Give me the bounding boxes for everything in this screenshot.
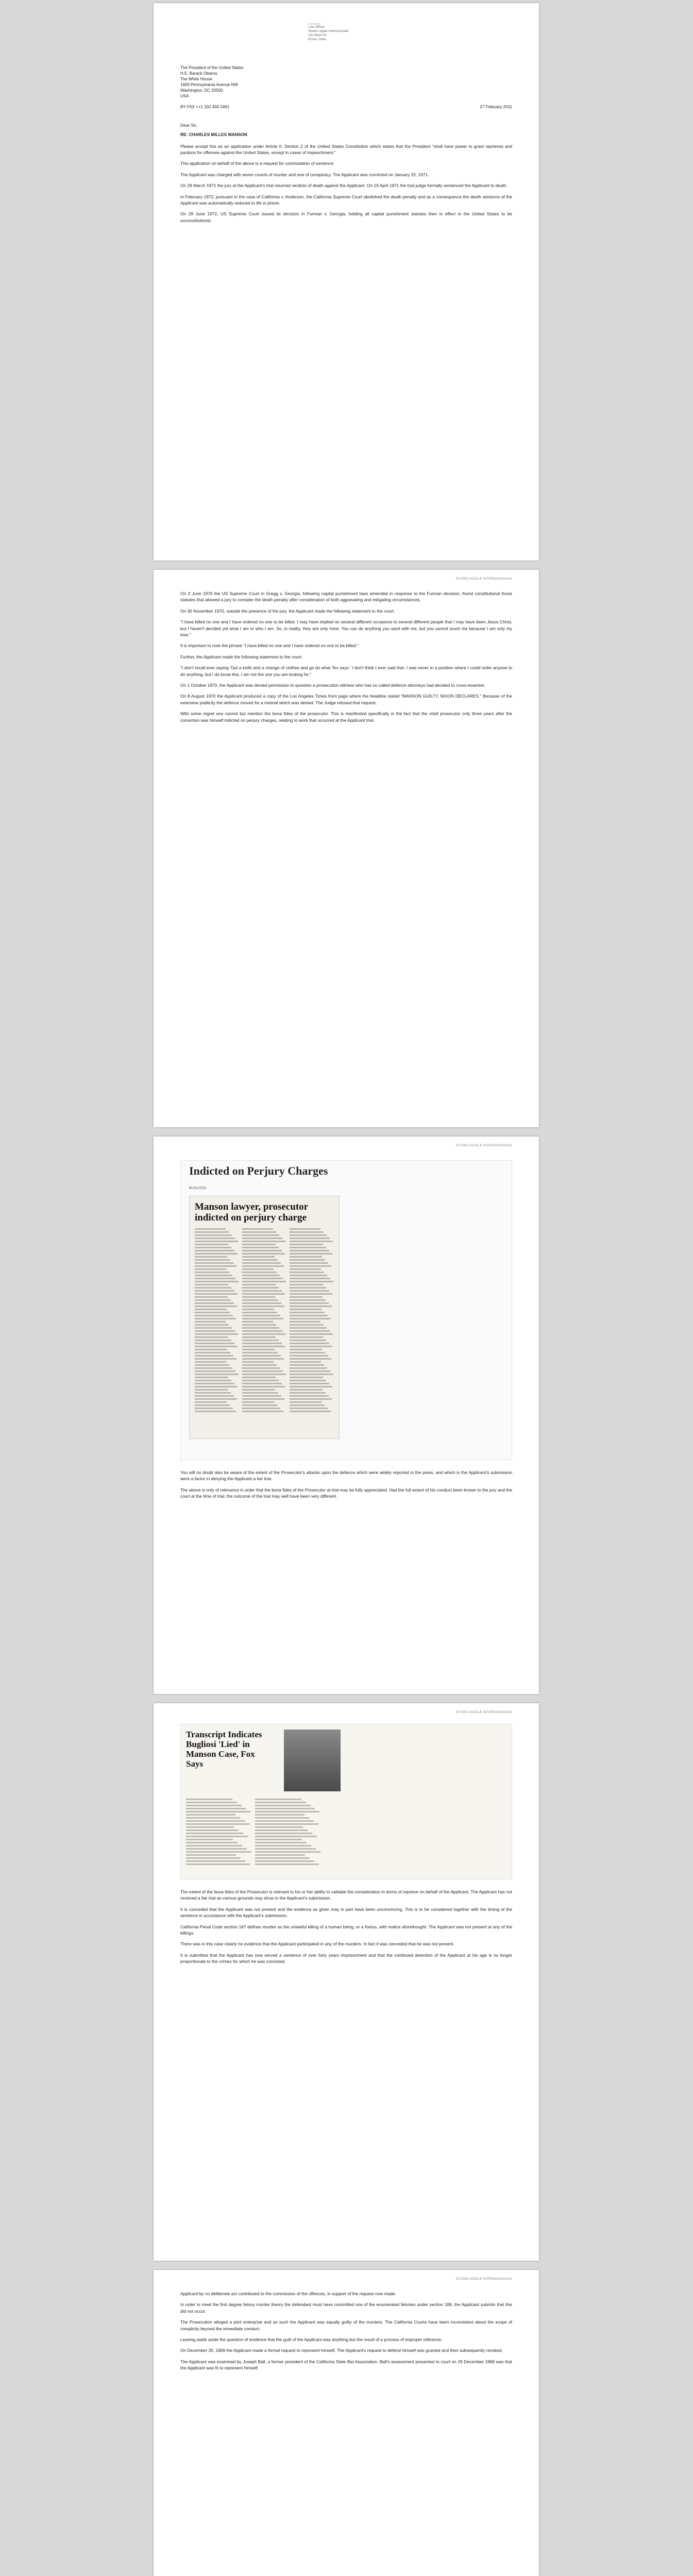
text-line	[290, 1318, 331, 1319]
text-line	[195, 1296, 228, 1298]
text-line	[242, 1374, 286, 1375]
text-line	[290, 1364, 324, 1366]
text-line	[242, 1336, 276, 1338]
running-header: STUDIO LEGALE INTERNAZIONALE	[455, 2277, 512, 2281]
letter-page-4	[154, 1703, 539, 2261]
text-line	[290, 1275, 327, 1276]
text-line	[290, 1367, 327, 1369]
text-line	[195, 1309, 227, 1310]
text-line	[242, 1256, 275, 1258]
text-line	[242, 1284, 276, 1285]
clipping-columns	[190, 1226, 339, 1416]
clipping-columns	[181, 1797, 326, 1869]
text-line	[242, 1268, 274, 1270]
text-line	[290, 1259, 325, 1261]
paragraph: In order to meet the first degree felony murder theory the defendant must have committed one of the enumerated felonies under section 189, the Applicant submits that this did not occur.	[180, 2302, 512, 2314]
text-line	[290, 1377, 323, 1378]
text-line	[242, 1408, 280, 1409]
text-line	[186, 1857, 241, 1859]
text-line	[242, 1234, 279, 1236]
text-line	[255, 1799, 301, 1800]
text-line	[195, 1374, 239, 1375]
text-line	[195, 1315, 233, 1316]
text-line	[186, 1842, 238, 1843]
text-line	[186, 1799, 232, 1800]
text-line	[255, 1808, 315, 1809]
clipping-photo	[284, 1730, 341, 1791]
text-line	[242, 1250, 282, 1251]
text-line	[242, 1398, 284, 1400]
text-line	[186, 1845, 242, 1846]
text-line	[255, 1863, 319, 1865]
text-column	[186, 1799, 252, 1867]
paragraph: It is important to note the phrase "I have killed no one and I have ordered no one to be killed."	[180, 643, 359, 649]
text-line	[290, 1241, 333, 1242]
paragraph: The above is only of relevance in order that the bona fides of the Prosecutor at trial may be fully appreciated. Had the full extent of his conduct been known to the jury and the court at the time of trial, the outcome of the trial may well have been very different.	[180, 1487, 512, 1499]
text-line	[242, 1299, 278, 1301]
paragraph: Leaving aside aside the question of evidence that the guilt of the Applicant was anything but the result of a process of improper inference.	[180, 2337, 443, 2343]
running-header: STUDIO LEGALE INTERNAZIONALE	[455, 1144, 512, 1147]
paragraph: On 29 March 1971 the jury at the Applicant's trial returned verdicts of death against the Applicant. On 19 April 1971 the trial judge formally sentenced the Applicant to death.	[180, 183, 508, 189]
text-line	[290, 1265, 331, 1267]
text-line	[242, 1275, 280, 1276]
text-line	[290, 1395, 329, 1397]
text-line	[290, 1228, 320, 1230]
paragraph: This application on behalf of the above is a request for commutation of sentence.	[180, 161, 335, 166]
clipping-headline: Transcript Indicates Bugliosi 'Lied' in Manson Case, Fox Says	[186, 1730, 262, 1769]
text-line	[195, 1253, 238, 1255]
text-line	[290, 1299, 326, 1301]
text-line	[242, 1238, 282, 1239]
text-line	[242, 1293, 285, 1295]
text-column	[290, 1228, 334, 1414]
text-line	[290, 1238, 330, 1239]
text-line	[242, 1395, 281, 1397]
text-line	[186, 1839, 233, 1840]
text-line	[290, 1321, 320, 1323]
text-line	[195, 1408, 233, 1409]
text-line	[195, 1262, 233, 1264]
letter-page-1	[154, 3, 539, 561]
text-line	[255, 1842, 307, 1843]
text-line	[290, 1355, 328, 1357]
text-line	[242, 1265, 284, 1267]
text-line	[195, 1259, 230, 1261]
text-line	[242, 1343, 282, 1344]
text-line	[255, 1848, 316, 1850]
text-line	[290, 1352, 325, 1353]
text-line	[290, 1253, 332, 1255]
text-line	[290, 1256, 322, 1258]
text-line	[195, 1346, 238, 1347]
text-line	[290, 1231, 324, 1233]
text-line	[290, 1389, 323, 1391]
paragraph: The extent of the bona fides of the Prosecutor is relevant to his or her ability to validate the consideration in terms of reprieve on behalf of the Applicant. The Applicant has not received a fair trial as various grounds may show in the Applicant's submission.	[180, 1889, 512, 1901]
text-line	[195, 1392, 231, 1394]
text-line	[242, 1312, 277, 1313]
text-line	[290, 1244, 323, 1245]
logo-mark-icon	[308, 16, 320, 24]
text-line	[255, 1805, 311, 1806]
text-line	[290, 1327, 327, 1329]
text-line	[290, 1272, 324, 1273]
text-line	[195, 1306, 237, 1307]
text-line	[195, 1268, 226, 1270]
text-line	[195, 1401, 227, 1403]
text-line	[290, 1281, 333, 1282]
text-line	[290, 1386, 332, 1387]
text-line	[195, 1404, 230, 1406]
text-line	[290, 1346, 332, 1347]
text-line	[290, 1349, 322, 1350]
text-line	[242, 1287, 279, 1289]
text-line	[290, 1358, 331, 1360]
salutation: Dear Sir,	[180, 122, 197, 128]
text-line	[290, 1361, 321, 1363]
text-line	[195, 1343, 234, 1344]
text-line	[290, 1330, 330, 1332]
text-line	[195, 1302, 234, 1304]
paragraph: On 1 October 1970, the Applicant was denied permission to question a prosecution witness who has so called defence attorneys had decided to cross-examine.	[180, 683, 485, 688]
text-line	[290, 1315, 328, 1316]
text-line	[242, 1262, 281, 1264]
text-line	[290, 1278, 330, 1279]
subject-line: RE: CHARLES MILLES MANSON	[180, 132, 247, 138]
text-line	[195, 1352, 230, 1353]
text-line	[242, 1330, 282, 1332]
text-line	[242, 1352, 278, 1353]
text-line	[255, 1829, 308, 1831]
text-line	[242, 1401, 274, 1403]
text-line	[242, 1327, 279, 1329]
text-line	[290, 1324, 324, 1326]
text-line	[186, 1829, 239, 1831]
text-line	[195, 1355, 233, 1357]
text-line	[195, 1383, 234, 1384]
text-line	[195, 1293, 238, 1295]
text-line	[186, 1836, 248, 1837]
text-line	[195, 1238, 235, 1239]
text-line	[195, 1321, 226, 1323]
text-line	[255, 1839, 302, 1840]
text-line	[195, 1234, 232, 1236]
text-line	[255, 1823, 318, 1825]
text-line	[255, 1814, 305, 1816]
text-line	[195, 1377, 228, 1378]
text-line	[195, 1358, 236, 1360]
paragraph: The Prosecution alleged a joint enterprise and as such the Applicant was equally guilty of the murders. The California Courts have been inconsistent about the scope of complicity beyond the immediate conduct.	[180, 2319, 512, 2331]
text-line	[290, 1296, 323, 1298]
text-line	[195, 1340, 231, 1341]
text-line	[242, 1386, 285, 1387]
recipient-address	[180, 65, 512, 99]
text-line	[195, 1395, 234, 1397]
text-line	[195, 1364, 229, 1366]
text-column	[195, 1228, 239, 1414]
text-line	[290, 1312, 325, 1313]
text-line	[290, 1408, 328, 1409]
paragraph: On 2 June 1976 the US Supreme Court in Gregg v. Georgia, following capital punishment laws amended in response to the Furman decision, found constitutional those statutes that allowed a jury to consider the death penalty after consideration of both aggravating and mitigating circumstances.	[180, 591, 512, 603]
text-line	[290, 1247, 326, 1248]
text-line	[195, 1330, 235, 1332]
text-line	[195, 1380, 231, 1381]
text-line	[255, 1811, 319, 1812]
text-line	[195, 1231, 229, 1233]
text-line	[186, 1820, 245, 1822]
text-line	[290, 1250, 329, 1251]
text-line	[290, 1290, 329, 1292]
address-line: The White House	[180, 77, 212, 81]
text-line	[242, 1349, 275, 1350]
paragraph: The Applicant was charged with seven counts of murder and one of conspiracy. The Applicant was convicted on January 25, 1971.	[180, 172, 429, 177]
text-line	[195, 1287, 231, 1289]
letterhead-line: Law Offices	[308, 25, 325, 29]
text-line	[242, 1380, 279, 1381]
quotation: "I have killed no one and I have ordered no one to be killed. I may have implied on several different occasions to several different people that I may have been Jesus Christ, but I haven't decided yet what I am or who I am. So, in reality, they are only mine. You can do anything you want with me, but you cannot touch me because I am only my love."	[180, 619, 512, 638]
text-line	[186, 1811, 250, 1812]
text-line	[186, 1823, 249, 1825]
text-line	[290, 1302, 329, 1304]
text-line	[186, 1863, 250, 1865]
text-line	[290, 1392, 326, 1394]
text-line	[242, 1321, 273, 1323]
text-line	[242, 1333, 285, 1335]
text-line	[242, 1241, 285, 1242]
text-line	[195, 1386, 238, 1387]
text-line	[242, 1290, 282, 1292]
text-line	[195, 1312, 230, 1313]
paragraph: Please accept this as an application under Article II, Section 2 of the United States Constitution which states that the President "shall have power to grant reprieves and pardons for offenses against the United States, except in cases of impeachment."	[180, 143, 512, 156]
paragraph: Applicant by no deliberate act contributed to the commission of the offences, in support of the request now made.	[180, 2291, 396, 2296]
text-line	[255, 1826, 303, 1828]
text-line	[255, 1857, 310, 1859]
letter-page-5	[154, 2270, 539, 2576]
text-line	[195, 1327, 232, 1329]
paragraph: On 30 November 1970, outside the presence of the jury, the Applicant made the following statement to the court:	[180, 608, 395, 614]
paragraph: California Penal Code section 187 defines murder as the unlawful killing of a human being, or a foetus, with malice aforethought. The Applicant was not present at any of the killings.	[180, 1924, 512, 1936]
text-line	[195, 1244, 228, 1245]
text-line	[195, 1333, 238, 1335]
text-line	[255, 1836, 317, 1837]
text-line	[195, 1389, 228, 1391]
text-line	[195, 1265, 236, 1267]
address-line: Washington, DC 20500	[180, 88, 223, 93]
text-line	[242, 1244, 276, 1245]
text-line	[242, 1253, 285, 1255]
text-line	[195, 1411, 236, 1412]
clipping-subtitle: BUGLIOSI	[189, 1187, 207, 1190]
text-line	[242, 1272, 277, 1273]
running-header: STUDIO LEGALE INTERNAZIONALE	[455, 577, 512, 581]
text-line	[242, 1231, 276, 1233]
paragraph: You will no doubt also be aware of the extent of the Prosecutor's attacks upon the defence which were widely reported in the press, and which in the Applicant's submission were a factor in denying the Applicant a fair trial.	[180, 1470, 512, 1482]
paragraph: On December 30, 1969 the Applicant made a formal request to represent himself. The Applicant's request to defend himself was granted and then subsequently revoked.	[180, 2348, 503, 2353]
paragraph: There was in this case clearly no evidence that the Applicant participated in any of the murders. In fact it was conceded that he was not present.	[180, 1941, 455, 1947]
text-line	[242, 1302, 281, 1304]
text-line	[195, 1299, 231, 1301]
text-line	[290, 1374, 333, 1375]
text-line	[255, 1854, 305, 1856]
fax-line: BY FAX ++1 202 456 2461	[180, 105, 230, 109]
text-line	[242, 1340, 279, 1341]
text-line	[242, 1278, 283, 1279]
address-line: 1600 Pennsylvania Avenue NW	[180, 82, 238, 87]
paragraph: On 8 August 1970 the Applicant produced a copy of the Los Angeles Times front page where the headline stated "MANSON GUILTY, NIXON DECLARES." Because of the extensive publicity the defence moved for a mistrial which was denied. The Judge refused that request.	[180, 693, 512, 705]
text-line	[242, 1315, 280, 1316]
text-line	[242, 1392, 278, 1394]
text-line	[290, 1336, 323, 1338]
text-line	[242, 1355, 281, 1357]
letterhead	[308, 16, 348, 42]
quotation: "I don't recall ever saying 'Get a knife and a change of clothes and go do what Tex says.' I don't think I ever said that. I was never in a position where I could order anyone to do anything, but I do know this, I am not the one you are looking for."	[180, 665, 512, 677]
text-line	[186, 1814, 235, 1816]
text-line	[242, 1318, 283, 1319]
text-line	[195, 1349, 227, 1350]
text-line	[290, 1411, 331, 1412]
text-line	[290, 1306, 332, 1307]
text-line	[242, 1346, 285, 1347]
text-line	[195, 1247, 231, 1248]
text-line	[290, 1380, 326, 1381]
text-line	[186, 1854, 236, 1856]
text-line	[290, 1340, 326, 1341]
text-line	[242, 1383, 282, 1384]
letterhead-line: Studio Legale Internazionale	[308, 29, 349, 33]
text-line	[242, 1389, 275, 1391]
text-line	[255, 1851, 320, 1853]
text-line	[242, 1404, 277, 1406]
text-line	[195, 1336, 228, 1338]
text-line	[242, 1306, 284, 1307]
text-line	[195, 1324, 229, 1326]
text-line	[195, 1281, 239, 1282]
text-line	[242, 1358, 284, 1360]
text-line	[195, 1290, 234, 1292]
text-line	[186, 1833, 243, 1834]
text-line	[195, 1284, 228, 1285]
text-line	[186, 1817, 240, 1819]
text-line	[290, 1309, 322, 1310]
text-line	[290, 1287, 326, 1289]
text-line	[290, 1401, 322, 1403]
text-line	[186, 1860, 245, 1862]
paragraph: With some regret one cannot but mention the bona fides of the prosecutor. This is manifested specifically in the fact that the chief prosecutor only three years after the conviction was himself indicted on perjury charges, relating to work that occurred at the Applicant trial.	[180, 711, 512, 723]
text-line	[290, 1293, 332, 1295]
text-line	[255, 1833, 312, 1834]
text-line	[255, 1860, 314, 1862]
text-line	[242, 1296, 275, 1298]
text-line	[290, 1343, 329, 1344]
paragraph: The Applicant was examined by Joseph Ball, a former president of the California State Bar Association. Ball's assessment presented to court on 29 December 1969 was that the Applicant was fit to represent himself.	[180, 2359, 512, 2371]
text-line	[242, 1361, 274, 1363]
text-line	[242, 1377, 276, 1378]
text-line	[186, 1802, 237, 1803]
address-line: USA	[180, 94, 189, 98]
text-line	[242, 1309, 274, 1310]
text-line	[195, 1241, 238, 1242]
paragraph: It is conceded that the Applicant was not present and the evidence as given may in part have been unconvincing. This is to be considered together with the timing of the sentence in accordance with the Applicant's submission.	[180, 1906, 512, 1919]
text-line	[290, 1370, 330, 1372]
newspaper-clipping	[180, 1160, 512, 1460]
text-line	[186, 1851, 251, 1853]
text-line	[290, 1404, 325, 1406]
text-line	[195, 1370, 235, 1372]
text-line	[290, 1284, 323, 1285]
letter-date: 27 February 2011	[480, 105, 512, 110]
text-line	[290, 1333, 333, 1335]
paragraph: In February 1972, pursuant to the case of California v. Anderson, the California Supreme Court abolished the death penalty and as a consequence the death sentence of the Applicant was automatically reduced to life in prison.	[180, 194, 512, 206]
text-line	[242, 1259, 278, 1261]
text-line	[186, 1848, 247, 1850]
text-line	[255, 1820, 314, 1822]
text-line	[186, 1826, 234, 1828]
text-line	[290, 1262, 328, 1264]
text-line	[195, 1250, 234, 1251]
text-column	[255, 1799, 321, 1867]
text-line	[290, 1268, 321, 1270]
text-line	[242, 1247, 279, 1248]
text-line	[195, 1272, 229, 1273]
clipping-image	[189, 1196, 340, 1439]
clipping-headline: Manson lawyer, prosecutor indicted on perjury charge	[195, 1201, 308, 1223]
text-line	[195, 1256, 227, 1258]
text-line	[186, 1805, 242, 1806]
text-line	[290, 1398, 332, 1400]
text-line	[255, 1845, 311, 1846]
text-line	[242, 1411, 283, 1412]
text-column	[242, 1228, 286, 1414]
text-line	[242, 1281, 286, 1282]
newspaper-clipping-2	[180, 1724, 512, 1879]
address-line: The President of the United States	[180, 65, 244, 70]
paragraph: Further, the Applicant made the following statement to the court:	[180, 654, 302, 659]
running-header: STUDIO LEGALE INTERNAZIONALE	[455, 1710, 512, 1714]
text-line	[242, 1370, 283, 1372]
text-line	[242, 1324, 276, 1326]
text-line	[242, 1228, 273, 1230]
letter-page-2	[154, 570, 539, 1127]
letterhead-line: Roma / Italia	[308, 38, 326, 41]
text-line	[195, 1275, 232, 1276]
text-line	[242, 1367, 280, 1369]
text-line	[242, 1364, 277, 1366]
text-line	[195, 1367, 232, 1369]
address-line: H.E. Barack Obama	[180, 71, 217, 76]
text-line	[195, 1228, 226, 1230]
text-line	[290, 1383, 329, 1384]
text-line	[195, 1278, 235, 1279]
paragraph: On 29 June 1972, US Supreme Court issued its decision in Furman v. Georgia, holding all capital punishment statutes then in effect in the United States to be unconstitutional.	[180, 211, 512, 223]
text-line	[195, 1398, 237, 1400]
text-line	[186, 1808, 246, 1809]
text-line	[290, 1234, 327, 1236]
letter-page-3	[154, 1137, 539, 1694]
clipping-title: Indicted on Perjury Charges	[189, 1164, 328, 1177]
text-line	[195, 1318, 236, 1319]
text-line	[255, 1802, 306, 1803]
text-line	[195, 1361, 226, 1363]
letterhead-line: Via Uberti 45	[308, 33, 327, 37]
text-line	[255, 1817, 309, 1819]
paragraph: It is submitted that the Applicant has now served a sentence of over forty years imprisonment and that the continued detention of the Applicant at his age is no longer proportionate to the crimes for which he was convicted.	[180, 1952, 512, 1964]
